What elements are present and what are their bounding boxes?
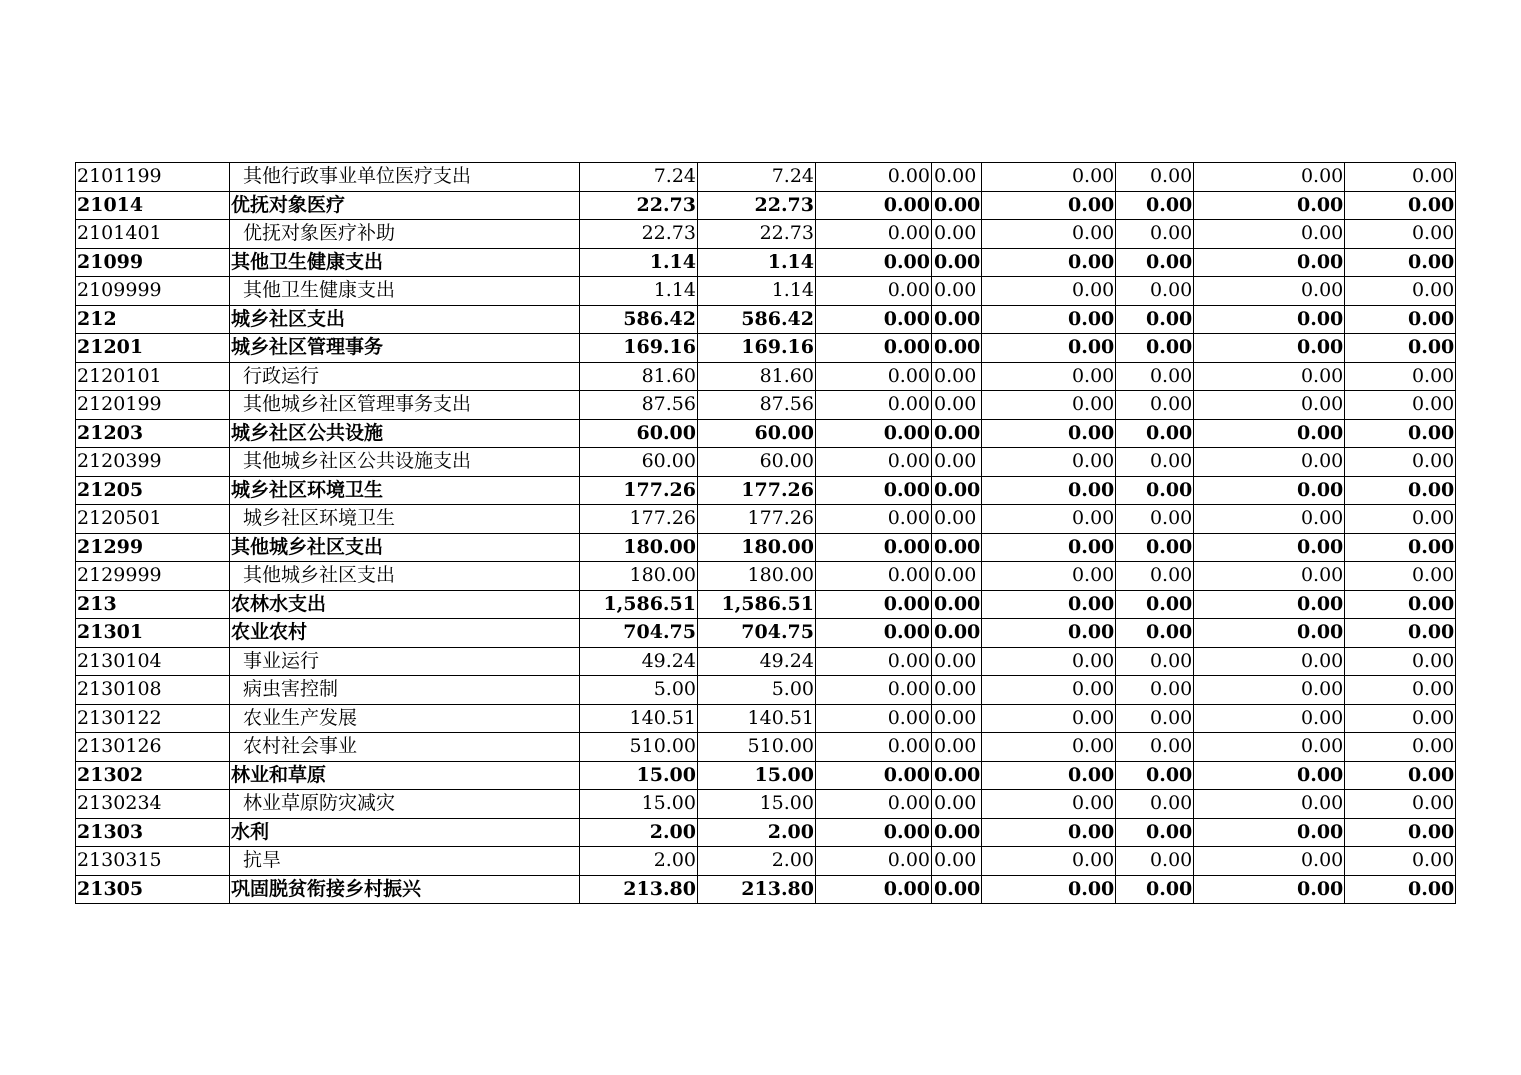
row-value-2: 7.24 [698, 163, 816, 192]
row-code: 2130234 [76, 790, 230, 819]
row-value-8: 0.00 [1345, 761, 1456, 790]
table-body [76, 163, 1456, 904]
row-value-2: 87.56 [698, 391, 816, 420]
row-value-8: 0.00 [1345, 704, 1456, 733]
row-value-1: 213.80 [580, 875, 698, 904]
row-value-4: 0.00 [932, 619, 982, 648]
row-value-6: 0.00 [1116, 847, 1194, 876]
row-value-7: 0.00 [1194, 818, 1345, 847]
row-value-3: 0.00 [816, 847, 932, 876]
row-value-5: 0.00 [982, 220, 1116, 249]
row-value-5: 0.00 [982, 676, 1116, 705]
row-value-1: 140.51 [580, 704, 698, 733]
row-value-7: 0.00 [1194, 191, 1345, 220]
row-value-1: 1.14 [580, 277, 698, 306]
row-code: 2129999 [76, 562, 230, 591]
row-value-7: 0.00 [1194, 676, 1345, 705]
row-value-8: 0.00 [1345, 163, 1456, 192]
row-value-8: 0.00 [1345, 619, 1456, 648]
table-row [76, 847, 1456, 876]
row-value-7: 0.00 [1194, 733, 1345, 762]
row-value-5: 0.00 [982, 505, 1116, 534]
row-value-3: 0.00 [816, 761, 932, 790]
row-value-6: 0.00 [1116, 590, 1194, 619]
row-value-8: 0.00 [1345, 847, 1456, 876]
row-value-4: 0.00 [932, 562, 982, 591]
row-value-7: 0.00 [1194, 476, 1345, 505]
row-name: 其他城乡社区支出 [230, 533, 580, 562]
table-row [76, 733, 1456, 762]
row-value-5: 0.00 [982, 818, 1116, 847]
row-value-2: 15.00 [698, 790, 816, 819]
row-value-8: 0.00 [1345, 818, 1456, 847]
row-code: 2120399 [76, 448, 230, 477]
row-value-6: 0.00 [1116, 733, 1194, 762]
row-value-4: 0.00 [932, 733, 982, 762]
row-value-1: 180.00 [580, 562, 698, 591]
row-value-1: 1.14 [580, 248, 698, 277]
table-row [76, 590, 1456, 619]
row-value-7: 0.00 [1194, 847, 1345, 876]
row-value-8: 0.00 [1345, 505, 1456, 534]
row-code: 2101401 [76, 220, 230, 249]
row-value-2: 1.14 [698, 277, 816, 306]
row-value-8: 0.00 [1345, 676, 1456, 705]
row-name: 优抚对象医疗补助 [230, 220, 580, 249]
row-code: 2109999 [76, 277, 230, 306]
row-value-1: 81.60 [580, 362, 698, 391]
row-name: 巩固脱贫衔接乡村振兴 [230, 875, 580, 904]
row-value-2: 22.73 [698, 220, 816, 249]
row-value-7: 0.00 [1194, 305, 1345, 334]
row-code: 213 [76, 590, 230, 619]
row-value-2: 2.00 [698, 818, 816, 847]
row-value-4: 0.00 [932, 448, 982, 477]
row-value-4: 0.00 [932, 305, 982, 334]
row-value-3: 0.00 [816, 562, 932, 591]
row-value-5: 0.00 [982, 448, 1116, 477]
row-name: 抗旱 [230, 847, 580, 876]
row-value-8: 0.00 [1345, 533, 1456, 562]
table-row [76, 391, 1456, 420]
row-value-6: 0.00 [1116, 790, 1194, 819]
row-value-6: 0.00 [1116, 305, 1194, 334]
row-value-8: 0.00 [1345, 419, 1456, 448]
row-value-8: 0.00 [1345, 220, 1456, 249]
table-row [76, 419, 1456, 448]
row-value-8: 0.00 [1345, 590, 1456, 619]
row-value-2: 2.00 [698, 847, 816, 876]
row-code: 2120101 [76, 362, 230, 391]
row-value-4: 0.00 [932, 647, 982, 676]
row-value-1: 169.16 [580, 334, 698, 363]
row-name: 城乡社区管理事务 [230, 334, 580, 363]
row-name: 城乡社区支出 [230, 305, 580, 334]
row-value-3: 0.00 [816, 448, 932, 477]
row-code: 21301 [76, 619, 230, 648]
table-row [76, 761, 1456, 790]
row-code: 21205 [76, 476, 230, 505]
row-value-2: 177.26 [698, 476, 816, 505]
row-value-1: 22.73 [580, 191, 698, 220]
table-row [76, 676, 1456, 705]
row-value-5: 0.00 [982, 790, 1116, 819]
row-value-6: 0.00 [1116, 391, 1194, 420]
row-value-6: 0.00 [1116, 191, 1194, 220]
row-value-7: 0.00 [1194, 220, 1345, 249]
row-value-8: 0.00 [1345, 391, 1456, 420]
row-value-7: 0.00 [1194, 391, 1345, 420]
row-value-2: 510.00 [698, 733, 816, 762]
row-name: 城乡社区公共设施 [230, 419, 580, 448]
row-value-4: 0.00 [932, 220, 982, 249]
row-value-7: 0.00 [1194, 590, 1345, 619]
row-code: 2130108 [76, 676, 230, 705]
row-value-7: 0.00 [1194, 533, 1345, 562]
row-value-8: 0.00 [1345, 790, 1456, 819]
row-value-4: 0.00 [932, 761, 982, 790]
row-value-5: 0.00 [982, 419, 1116, 448]
row-value-5: 0.00 [982, 562, 1116, 591]
row-value-2: 1.14 [698, 248, 816, 277]
row-value-6: 0.00 [1116, 533, 1194, 562]
row-value-5: 0.00 [982, 391, 1116, 420]
row-value-6: 0.00 [1116, 761, 1194, 790]
row-code: 2130122 [76, 704, 230, 733]
row-value-1: 586.42 [580, 305, 698, 334]
row-code: 21302 [76, 761, 230, 790]
row-value-3: 0.00 [816, 163, 932, 192]
row-value-6: 0.00 [1116, 562, 1194, 591]
table-row [76, 704, 1456, 733]
row-name: 其他城乡社区管理事务支出 [230, 391, 580, 420]
row-value-6: 0.00 [1116, 818, 1194, 847]
row-name: 其他城乡社区公共设施支出 [230, 448, 580, 477]
row-value-1: 60.00 [580, 419, 698, 448]
row-name: 林业草原防灾减灾 [230, 790, 580, 819]
row-value-5: 0.00 [982, 761, 1116, 790]
row-value-4: 0.00 [932, 505, 982, 534]
row-value-3: 0.00 [816, 419, 932, 448]
row-value-6: 0.00 [1116, 676, 1194, 705]
row-value-1: 177.26 [580, 505, 698, 534]
row-value-8: 0.00 [1345, 191, 1456, 220]
row-code: 21201 [76, 334, 230, 363]
row-value-3: 0.00 [816, 391, 932, 420]
row-value-5: 0.00 [982, 476, 1116, 505]
row-value-2: 49.24 [698, 647, 816, 676]
row-value-8: 0.00 [1345, 476, 1456, 505]
table-row [76, 619, 1456, 648]
row-value-5: 0.00 [982, 191, 1116, 220]
row-value-8: 0.00 [1345, 875, 1456, 904]
row-value-1: 177.26 [580, 476, 698, 505]
row-value-3: 0.00 [816, 704, 932, 733]
row-name: 行政运行 [230, 362, 580, 391]
row-value-7: 0.00 [1194, 362, 1345, 391]
budget-table [75, 162, 1456, 904]
row-name: 城乡社区环境卫生 [230, 505, 580, 534]
row-value-2: 22.73 [698, 191, 816, 220]
row-value-6: 0.00 [1116, 277, 1194, 306]
row-value-3: 0.00 [816, 818, 932, 847]
row-value-4: 0.00 [932, 277, 982, 306]
row-code: 21299 [76, 533, 230, 562]
row-value-6: 0.00 [1116, 362, 1194, 391]
row-value-4: 0.00 [932, 875, 982, 904]
row-value-4: 0.00 [932, 362, 982, 391]
row-value-6: 0.00 [1116, 163, 1194, 192]
row-value-1: 704.75 [580, 619, 698, 648]
table-row [76, 163, 1456, 192]
row-code: 2130126 [76, 733, 230, 762]
table-row [76, 448, 1456, 477]
row-value-1: 15.00 [580, 761, 698, 790]
row-value-2: 60.00 [698, 419, 816, 448]
row-value-8: 0.00 [1345, 248, 1456, 277]
row-value-4: 0.00 [932, 818, 982, 847]
row-value-1: 60.00 [580, 448, 698, 477]
row-value-6: 0.00 [1116, 704, 1194, 733]
row-value-5: 0.00 [982, 533, 1116, 562]
row-value-5: 0.00 [982, 590, 1116, 619]
row-value-5: 0.00 [982, 334, 1116, 363]
row-value-8: 0.00 [1345, 305, 1456, 334]
row-name: 农林水支出 [230, 590, 580, 619]
row-value-4: 0.00 [932, 676, 982, 705]
row-value-3: 0.00 [816, 277, 932, 306]
table-row [76, 647, 1456, 676]
row-value-1: 2.00 [580, 847, 698, 876]
row-value-3: 0.00 [816, 590, 932, 619]
row-code: 21014 [76, 191, 230, 220]
row-name: 事业运行 [230, 647, 580, 676]
row-value-4: 0.00 [932, 163, 982, 192]
row-value-7: 0.00 [1194, 163, 1345, 192]
row-value-7: 0.00 [1194, 619, 1345, 648]
row-value-7: 0.00 [1194, 761, 1345, 790]
row-code: 21203 [76, 419, 230, 448]
row-value-7: 0.00 [1194, 562, 1345, 591]
row-value-6: 0.00 [1116, 875, 1194, 904]
row-value-7: 0.00 [1194, 277, 1345, 306]
row-value-5: 0.00 [982, 305, 1116, 334]
table-row [76, 505, 1456, 534]
table-row [76, 533, 1456, 562]
row-value-4: 0.00 [932, 590, 982, 619]
row-value-5: 0.00 [982, 847, 1116, 876]
row-value-2: 180.00 [698, 533, 816, 562]
row-value-5: 0.00 [982, 647, 1116, 676]
row-value-3: 0.00 [816, 875, 932, 904]
row-value-8: 0.00 [1345, 448, 1456, 477]
row-value-6: 0.00 [1116, 419, 1194, 448]
row-value-7: 0.00 [1194, 505, 1345, 534]
row-value-2: 213.80 [698, 875, 816, 904]
row-value-8: 0.00 [1345, 277, 1456, 306]
row-value-3: 0.00 [816, 676, 932, 705]
table-row [76, 191, 1456, 220]
row-value-3: 0.00 [816, 305, 932, 334]
table-row [76, 562, 1456, 591]
row-value-3: 0.00 [816, 505, 932, 534]
row-value-6: 0.00 [1116, 505, 1194, 534]
row-value-6: 0.00 [1116, 220, 1194, 249]
row-value-7: 0.00 [1194, 790, 1345, 819]
row-value-4: 0.00 [932, 419, 982, 448]
row-code: 212 [76, 305, 230, 334]
row-value-5: 0.00 [982, 277, 1116, 306]
row-name: 病虫害控制 [230, 676, 580, 705]
row-value-3: 0.00 [816, 476, 932, 505]
row-value-3: 0.00 [816, 533, 932, 562]
table-row [76, 875, 1456, 904]
row-name: 农业农村 [230, 619, 580, 648]
row-value-8: 0.00 [1345, 647, 1456, 676]
row-value-4: 0.00 [932, 790, 982, 819]
row-value-7: 0.00 [1194, 875, 1345, 904]
row-value-1: 510.00 [580, 733, 698, 762]
row-code: 21303 [76, 818, 230, 847]
row-value-5: 0.00 [982, 362, 1116, 391]
row-value-1: 180.00 [580, 533, 698, 562]
row-value-2: 140.51 [698, 704, 816, 733]
row-value-7: 0.00 [1194, 647, 1345, 676]
row-code: 2120199 [76, 391, 230, 420]
table-row [76, 220, 1456, 249]
row-value-1: 15.00 [580, 790, 698, 819]
row-name: 其他卫生健康支出 [230, 277, 580, 306]
table-row [76, 476, 1456, 505]
row-value-2: 81.60 [698, 362, 816, 391]
row-value-3: 0.00 [816, 191, 932, 220]
row-value-4: 0.00 [932, 704, 982, 733]
row-value-3: 0.00 [816, 362, 932, 391]
table-row [76, 362, 1456, 391]
row-value-4: 0.00 [932, 476, 982, 505]
row-value-8: 0.00 [1345, 334, 1456, 363]
row-value-6: 0.00 [1116, 647, 1194, 676]
row-value-3: 0.00 [816, 790, 932, 819]
row-name: 水利 [230, 818, 580, 847]
row-value-7: 0.00 [1194, 448, 1345, 477]
row-value-2: 169.16 [698, 334, 816, 363]
row-value-2: 586.42 [698, 305, 816, 334]
row-name: 城乡社区环境卫生 [230, 476, 580, 505]
row-value-4: 0.00 [932, 533, 982, 562]
row-value-1: 7.24 [580, 163, 698, 192]
row-value-8: 0.00 [1345, 362, 1456, 391]
row-value-4: 0.00 [932, 248, 982, 277]
row-value-2: 15.00 [698, 761, 816, 790]
row-value-1: 5.00 [580, 676, 698, 705]
row-code: 2130104 [76, 647, 230, 676]
row-value-2: 5.00 [698, 676, 816, 705]
row-name: 林业和草原 [230, 761, 580, 790]
table-row [76, 277, 1456, 306]
row-value-7: 0.00 [1194, 419, 1345, 448]
row-code: 2101199 [76, 163, 230, 192]
row-value-6: 0.00 [1116, 248, 1194, 277]
row-value-5: 0.00 [982, 733, 1116, 762]
row-value-6: 0.00 [1116, 448, 1194, 477]
row-value-7: 0.00 [1194, 334, 1345, 363]
row-value-8: 0.00 [1345, 733, 1456, 762]
row-value-7: 0.00 [1194, 248, 1345, 277]
table-row [76, 790, 1456, 819]
row-value-2: 60.00 [698, 448, 816, 477]
row-value-1: 87.56 [580, 391, 698, 420]
row-value-1: 1,586.51 [580, 590, 698, 619]
row-value-7: 0.00 [1194, 704, 1345, 733]
row-value-6: 0.00 [1116, 476, 1194, 505]
row-value-1: 22.73 [580, 220, 698, 249]
row-value-5: 0.00 [982, 248, 1116, 277]
row-value-2: 704.75 [698, 619, 816, 648]
table-row [76, 334, 1456, 363]
row-name: 其他城乡社区支出 [230, 562, 580, 591]
row-value-6: 0.00 [1116, 619, 1194, 648]
row-value-1: 49.24 [580, 647, 698, 676]
row-value-8: 0.00 [1345, 562, 1456, 591]
row-code: 2120501 [76, 505, 230, 534]
row-value-3: 0.00 [816, 334, 932, 363]
row-value-3: 0.00 [816, 733, 932, 762]
row-name: 其他卫生健康支出 [230, 248, 580, 277]
row-value-3: 0.00 [816, 248, 932, 277]
row-name: 农村社会事业 [230, 733, 580, 762]
table-row [76, 818, 1456, 847]
row-value-1: 2.00 [580, 818, 698, 847]
row-value-2: 1,586.51 [698, 590, 816, 619]
row-code: 2130315 [76, 847, 230, 876]
row-name: 其他行政事业单位医疗支出 [230, 163, 580, 192]
row-name: 优抚对象医疗 [230, 191, 580, 220]
row-value-2: 177.26 [698, 505, 816, 534]
row-name: 农业生产发展 [230, 704, 580, 733]
row-value-3: 0.00 [816, 220, 932, 249]
row-value-5: 0.00 [982, 619, 1116, 648]
table-row [76, 248, 1456, 277]
row-value-4: 0.00 [932, 847, 982, 876]
row-value-5: 0.00 [982, 704, 1116, 733]
row-value-3: 0.00 [816, 619, 932, 648]
row-value-5: 0.00 [982, 875, 1116, 904]
row-value-4: 0.00 [932, 191, 982, 220]
row-value-4: 0.00 [932, 334, 982, 363]
row-value-3: 0.00 [816, 647, 932, 676]
row-value-4: 0.00 [932, 391, 982, 420]
row-value-5: 0.00 [982, 163, 1116, 192]
table-row [76, 305, 1456, 334]
row-code: 21099 [76, 248, 230, 277]
row-value-6: 0.00 [1116, 334, 1194, 363]
row-code: 21305 [76, 875, 230, 904]
row-value-2: 180.00 [698, 562, 816, 591]
